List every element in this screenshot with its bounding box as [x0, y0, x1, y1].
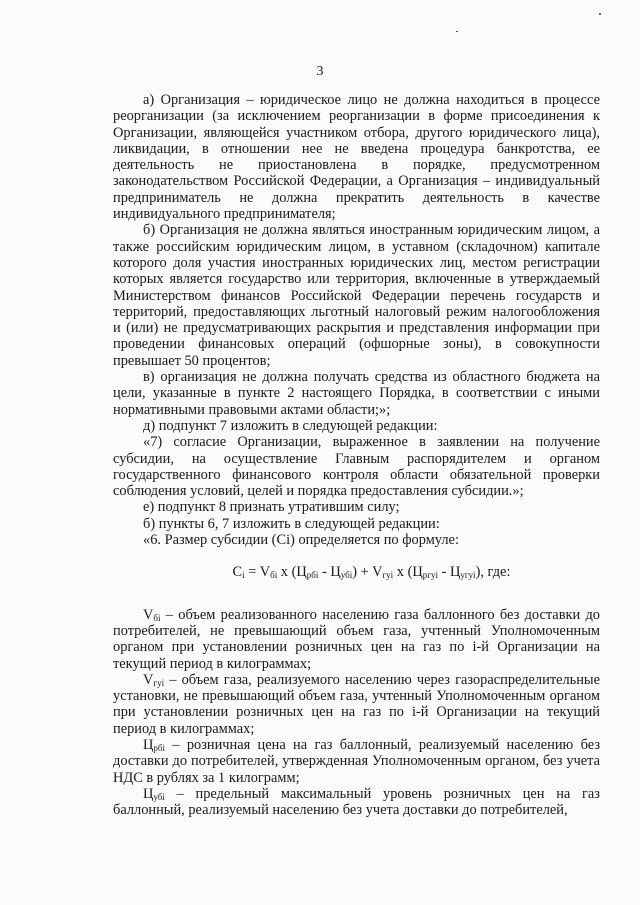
scan-mark-dot — [599, 13, 601, 15]
paragraph-a: а) Организация – юридическое лицо не должна находиться в процессе реорганизации (за исключением реорганизации в форме присоединения к Организации, являющейся участником отбора, другого юридического лица), ликвидации, в отношении нее не введена процедура банкротства, ее деятельность не приостановлена в порядке, предусмотренном законодательством Российской Федерации, а Организация – индивидуальный предприниматель не должна прекратить деятельность в качестве индивидуального предпринимателя; — [113, 92, 600, 223]
scan-mark-dot — [456, 31, 458, 32]
paragraph-d: д) подпункт 7 изложить в следующей редакции: — [143, 417, 438, 434]
paragraph-e: е) подпункт 8 признать утратившим силу; — [143, 499, 400, 516]
paragraph-b: б) Организация не должна являться иностранным юридическим лицом, а также российским юридическим лицом, в уставном (складочном) капитале которого доля участия иностранных юридических лиц, местом регистрации которых является государство или территория, включенные в утверждаемый Министерством финансов Российской Федерации перечень государств и территорий, предоставляющих льготный налоговый режим налогообложения и (или) не предусматривающих раскрытия и представления информации при проведении финансовых операций (офшорные зоны), в совокупности превышает 50 процентов; — [113, 222, 600, 369]
document-body — [113, 92, 600, 818]
definition-v-gu: $V_{гуi}$ – объем газа, реализуемого населению через газораспределительные установки, не превышающий объем газа, учтенный Уполномоченным органом при установлении розничных цен на газ по i-й Организации на текущий период в килограммах; — [113, 671, 600, 737]
paragraph-7: «7) согласие Организации, выраженное в заявлении на получение субсидии, на осуществление Главным распорядителем и органом государственного финансового контроля области обязательной проверки соблюдения условий, целей и порядка предоставления субсидии.»; — [113, 434, 600, 500]
paragraph-v: в) организация не должна получать средства из областного бюджета на цели, указанные в пункте 2 настоящего Порядка, в соответствии с иными нормативными правовыми актами области;»; — [113, 369, 600, 418]
subsidy-formula: $C_i = V_{бi}$ x $(Ц_{рбi} - Ц_{убi}) + V_{гуi}$ x $(Ц_{ргуi} - Ц_{угуi})$, где: — [232, 564, 511, 581]
page-number: 3 — [316, 64, 324, 79]
definition-c-rb: $Ц_{рбi}$ – розничная цена на газ баллонный, реализуемый населению без доставки до потребителей, утвержденная Уполномоченным органом, без учета НДС в рублях за 1 килограмм; — [113, 736, 600, 786]
paragraph-6: «6. Размер субсидии (Ci) определяется по формуле: — [143, 532, 459, 549]
definition-v-b: $V_{бi}$ – объем реализованного населению газа баллонного без доставки до потребителей, не превышающий объем газа, учтенный Уполномоченным органом при установлении розничных цен на газ по i-й Организации на текущий период в килограммах; — [113, 606, 600, 672]
paragraph-points-6-7: б) пункты 6, 7 изложить в следующей редакции: — [143, 515, 440, 532]
definition-c-ub: $Ц_{убi}$ – предельный максимальный уровень розничных цен на газ баллонный, реализуемый населению без учета доставки до потребителей, — [113, 785, 600, 819]
